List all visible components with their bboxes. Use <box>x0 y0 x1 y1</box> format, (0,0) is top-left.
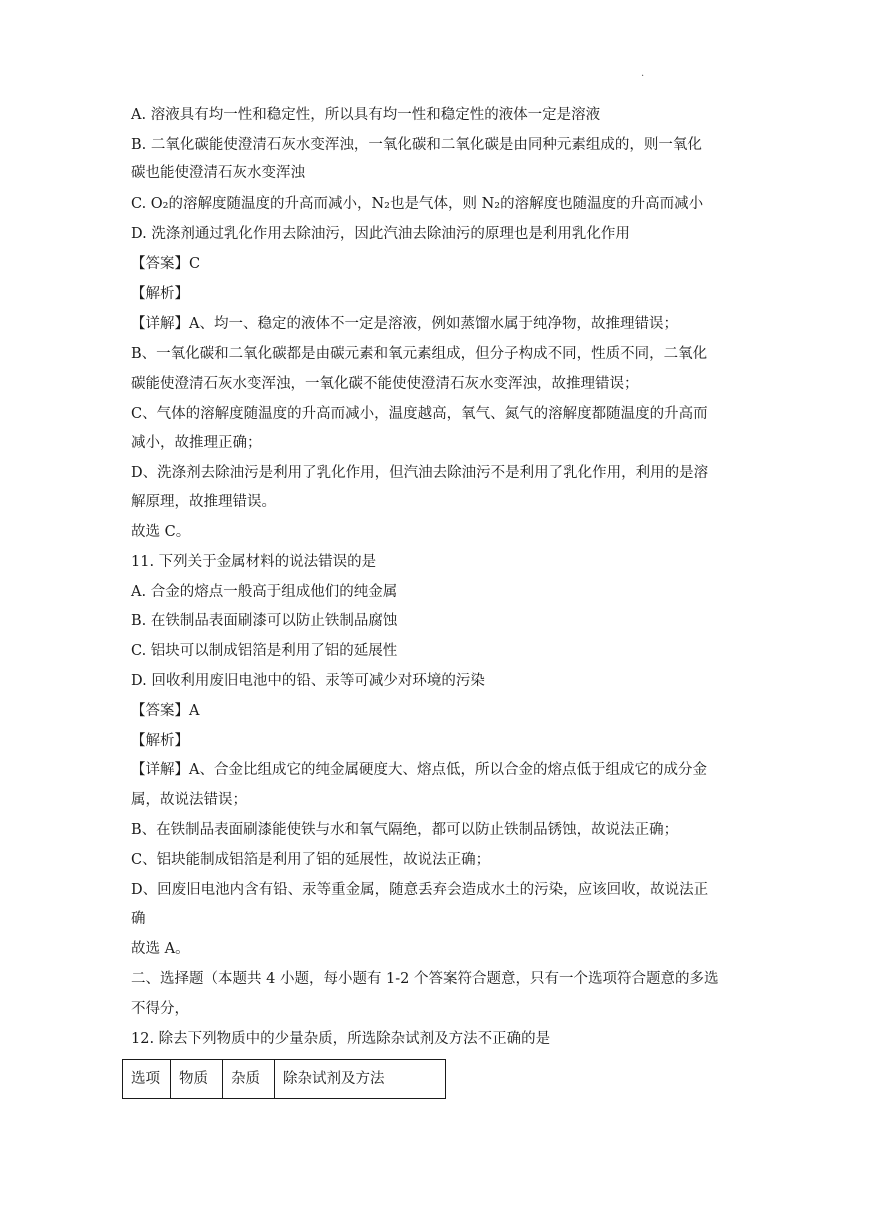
detail-line: 属，故说法错误； <box>131 792 247 808</box>
question-title: 11. 下列关于金属材料的说法错误的是 <box>131 554 377 570</box>
analysis-heading: 【解析】 <box>131 733 189 749</box>
option-line: D. 回收利用废旧电池中的铅、汞等可减少对环境的污染 <box>131 673 485 689</box>
detail-line: C、气体的溶解度随温度的升高而减小，温度越高，氧气、氮气的溶解度都随温度的升高而 <box>131 406 708 422</box>
table-header-cell: 除杂试剂及方法 <box>275 1060 446 1099</box>
option-line-continued: 碳也能使澄清石灰水变浑浊 <box>131 165 305 181</box>
table-header-cell: 选项 <box>123 1060 171 1099</box>
option-line: A. 溶液具有均一性和稳定性，所以具有均一性和稳定性的液体一定是溶液 <box>131 107 601 123</box>
detail-line: 解原理，故推理错误。 <box>131 494 276 510</box>
section-heading: 二、选择题（本题共 4 小题，每小题有 1-2 个答案符合题意，只有一个选项符合题意的多选 <box>131 971 719 987</box>
option-line: B. 在铁制品表面刷漆可以防止铁制品腐蚀 <box>131 613 398 629</box>
conclusion-line: 故选 A。 <box>131 941 190 957</box>
detail-line: 【详解】A、均一、稳定的液体不一定是溶液，例如蒸馏水属于纯净物，故推理错误； <box>131 316 678 332</box>
option-line: C. 铝块可以制成铝箔是利用了铝的延展性 <box>131 643 398 659</box>
header-mark: . <box>641 68 645 79</box>
table-header-row <box>123 1060 446 1099</box>
question-title: 12. 除去下列物质中的少量杂质，所选除杂试剂及方法不正确的是 <box>131 1031 551 1047</box>
answer-line: 【答案】C <box>131 256 201 272</box>
table-header-cell: 杂质 <box>223 1060 275 1099</box>
detail-line: D、回废旧电池内含有铅、汞等重金属，随意丢弃会造成水土的污染，应该回收，故说法正 <box>131 882 709 898</box>
option-line: B. 二氧化碳能使澄清石灰水变浑浊，一氧化碳和二氧化碳是由同种元素组成的，则一氧化 <box>131 137 702 153</box>
option-line: A. 合金的熔点一般高于组成他们的纯金属 <box>131 584 398 600</box>
detail-line: B、在铁制品表面刷漆能使铁与水和氧气隔绝，都可以防止铁制品锈蚀，故说法正确； <box>131 822 679 838</box>
section-heading-continued: 不得分， <box>131 1001 189 1017</box>
analysis-heading: 【解析】 <box>131 286 189 302</box>
table-header-cell: 物质 <box>171 1060 223 1099</box>
detail-line: 【详解】A、合金比组成它的纯金属硬度大、熔点低，所以合金的熔点低于组成它的成分金 <box>131 762 707 778</box>
detail-line: B、一氧化碳和二氧化碳都是由碳元素和氧元素组成，但分子构成不同，性质不同，二氧化 <box>131 346 708 362</box>
conclusion-line: 故选 C。 <box>131 524 191 540</box>
detail-line: 确 <box>131 911 146 927</box>
detail-line: 碳能使澄清石灰水变浑浊，一氧化碳不能使使澄清石灰水变浑浊，故推理错误； <box>131 376 639 392</box>
option-line: C. O₂的溶解度随温度的升高而减小，N₂也是气体，则 N₂的溶解度也随温度的升高而减小 <box>131 196 704 212</box>
detail-line: C、铝块能制成铝箔是利用了铝的延展性，故说法正确； <box>131 852 491 868</box>
option-line: D. 洗涤剂通过乳化作用去除油污，因此汽油去除油污的原理也是利用乳化作用 <box>131 226 630 242</box>
detail-line: D、洗涤剂去除油污是利用了乳化作用，但汽油去除油污不是利用了乳化作用，利用的是溶 <box>131 465 709 481</box>
detail-line: 减小，故推理正确； <box>131 435 262 451</box>
answer-line: 【答案】A <box>131 703 200 719</box>
impurity-removal-table <box>122 1059 446 1099</box>
